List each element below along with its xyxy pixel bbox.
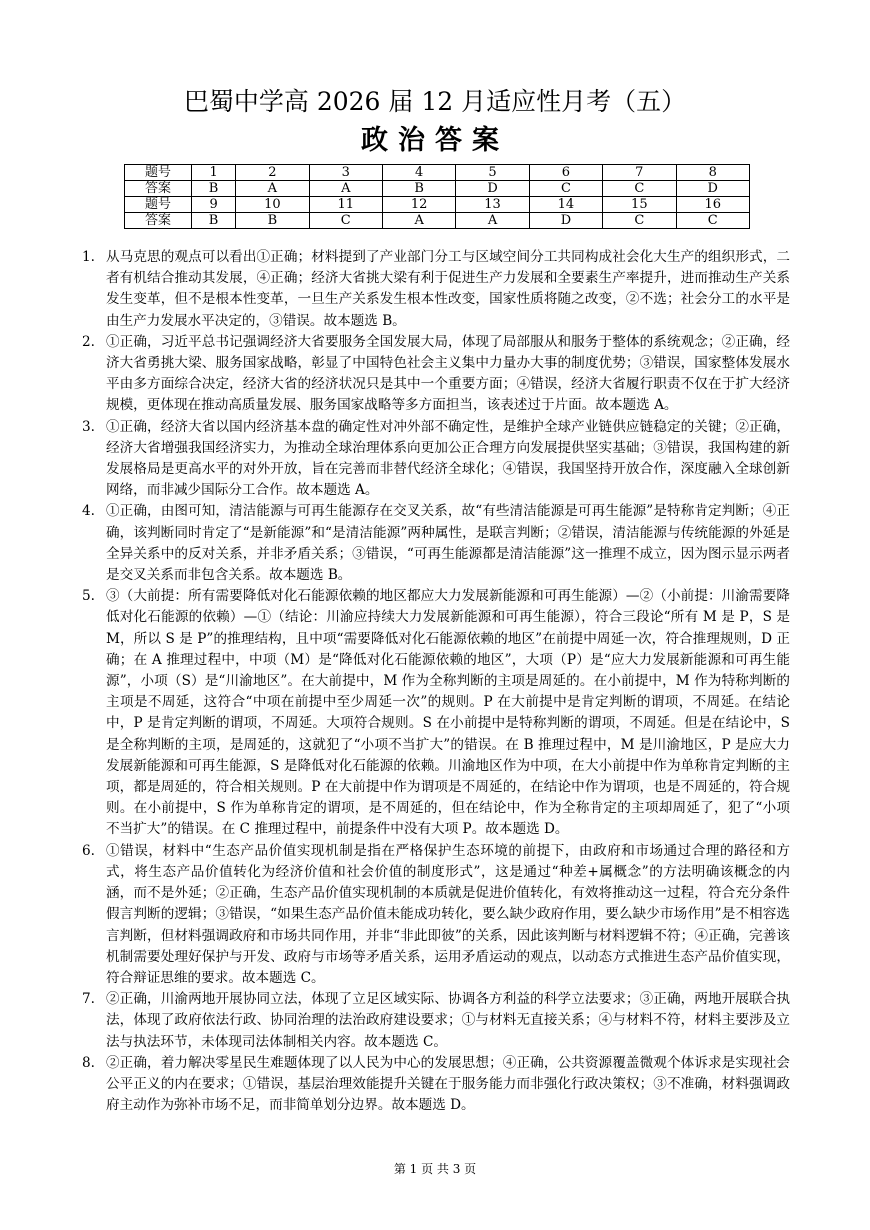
explanation-item: [82, 501, 790, 586]
table-cell: 3: [309, 165, 382, 181]
table-cell: 6: [529, 165, 602, 181]
table-cell: 11: [309, 197, 382, 213]
explanation-item: [82, 1053, 790, 1117]
explanation-item: [82, 332, 790, 417]
item-number: 1.: [82, 249, 95, 265]
table-cell: C: [603, 181, 676, 197]
table-cell: B: [192, 181, 236, 197]
table-cell: 8: [676, 165, 749, 181]
table-cell: C: [603, 213, 676, 229]
table-cell: 15: [603, 197, 676, 213]
explanation-item: [82, 247, 790, 332]
table-cell: D: [456, 181, 529, 197]
page-footer: 第 1 页 共 3 页: [393, 1162, 477, 1176]
item-number: 5.: [82, 588, 95, 605]
item-number: 4.: [82, 503, 95, 520]
table-cell: A: [309, 181, 382, 197]
item-number: 6.: [82, 842, 95, 859]
item-number: 3.: [82, 418, 95, 435]
row-label: 答案: [125, 181, 192, 197]
row-label: 题号: [125, 165, 192, 181]
page-subtitle: 政治答案: [361, 125, 509, 156]
explanation-item: [82, 841, 790, 989]
table-cell: 4: [382, 165, 455, 181]
table-cell: 2: [236, 165, 309, 181]
page-title: 巴蜀中学高 2026 届 12 月适应性月考（五）: [183, 87, 687, 116]
table-cell: A: [236, 181, 309, 197]
table-row: [125, 213, 750, 229]
item-text: 从马克思的观点可以看出①正确；材料提到了产业部门分工与区域空间分工共同构成社会化大生产的组织形式，二者有机结合推动其发展，④正确；经济大省挑大梁有利于促进生产力发展和全要素生产率提升，进而推动生产关系发生变革，但不是根本性变革，一旦生产关系发生根本性改变，国家性质将随之改变，②不选；社会分工的水平是由生产力发展水平决定的，③错误。故本题选 B。: [106, 249, 790, 329]
table-cell: D: [529, 213, 602, 229]
item-number: 2.: [82, 333, 95, 350]
item-text: ②正确，川渝两地开展协同立法，体现了立足区域实际、协调各方利益的科学立法要求；③正确，两地开展联合执法，体现了政府依法行政、协同治理的法治政府建设要求；①与材料无直接关系；④与材料不符，材料主要涉及立法与执法环节，未体现司法体制相关内容。故本题选 C。: [106, 991, 790, 1050]
table-cell: 14: [529, 197, 602, 213]
table-row: [125, 181, 750, 197]
table-cell: C: [676, 213, 749, 229]
item-text: ②正确，着力解决零星民生难题体现了以人民为中心的发展思想；④正确，公共资源覆盖微观个体诉求是实现社会公平正义的内在要求；①错误，基层治理效能提升关键在于服务能力而非强化行政决策权；③不准确，材料强调政府主动作为弥补市场不足，而非简单划分边界。故本题选 D。: [106, 1054, 790, 1114]
table-cell: 5: [456, 165, 529, 181]
table-cell: B: [236, 213, 309, 229]
item-text: ①正确，习近平总书记强调经济大省要服务全国发展大局，体现了局部服从和服务于整体的系统观念；②正确，经济大省勇挑大梁、服务国家战略，彰显了中国特色社会主义集中力量办大事的制度优势；③错误，国家整体发展水平由多方面综合决定，经济大省的经济状况只是其中一个重要方面；④错误，经济大省履行职责不仅在于扩大经济规模，更体现在推动高质量发展、服务国家战略等多方面担当，该表述过于片面。故本题选 A。: [106, 333, 790, 414]
row-label: 题号: [125, 197, 192, 213]
table-cell: A: [382, 213, 455, 229]
explanation-item: [82, 586, 790, 840]
table-cell: 12: [382, 197, 455, 213]
table-row: [125, 165, 750, 181]
table-cell: 16: [676, 197, 749, 213]
table-cell: C: [529, 181, 602, 197]
item-text: ①错误，材料中“生态产品价值实现机制是指在严格保护生态环境的前提下，由政府和市场通过合理的路径和方式，将生态产品价值转化为经济价值和社会价值的制度形式”，这是通过“种差+属概念”的方法明确该概念的内涵，而不是外延；②正确，生态产品价值实现机制的本质就是促进价值转化，有效将推动这一过程，符合充分条件假言判断的逻辑；③错误，“如果生态产品价值未能成功转化，要么缺少政府作用，要么缺少市场作用”是不相容选言判断，但材料强调政府和市场共同作用，并非“非此即彼”的关系，因此该判断与材料逻辑不符；④正确，完善该机制需要处理好保护与开发、政府与市场等矛盾关系，运用矛盾运动的观点，以动态方式推进生态产品价值实现，符合辩证思维的要求。故本题选 C。: [106, 842, 790, 986]
answer-table: [124, 164, 750, 229]
explanation-item: [82, 989, 790, 1053]
table-cell: D: [676, 181, 749, 197]
item-text: ③（大前提：所有需要降低对化石能源依赖的地区都应大力发展新能源和可再生能源）—②（小前提：川渝需要降低对化石能源的依赖）—①（结论：川渝应持续大力发展新能源和可再生能源），符合三段论“所有 M 是 P，S 是 M，所以 S 是 P”的推理结构，且中项“需要降低对化石能源依赖的地区”在前提中周延一次，符合推理规则，D 正确；在 A 推理过程中，中项（M）是“降低对化石能源依赖的地区”，大项（P）是“应大力发展新能源和可再生能源”，小项（S）是“川渝地区”。在大前提中，M 作为全称判断的主项是周延的。在小前提中，M 作为特称判断的主项是不周延，这符合“中项在前提中至少周延一次”的规则。P 在大前提中是肯定判断的谓项，不周延。在结论中，P 是肯定判断的谓项，不周延。大项符合规则。S 在小前提中是特称判断的谓项，不周延。但是在结论中，S 是全称判断的主项，是周延的，这就犯了“小项不当扩大”的错误。在 B 推理过程中，M 是川渝地区，P 是应大力发展新能源和可再生能源，S 是降低对化石能源的依赖。川渝地区作为中项，在大小前提中作为单称肯定判断的主项，都是周延的，符合相关规则。P 在大前提中作为谓项是不周延的，在结论中作为谓项，也是不周延的，符合规则。在小前提中，S 作为单称肯定的谓项，是不周延的，但在结论中，作为全称肯定的主项却周延了，犯了“小项不当扩大”的错误。在 C 推理过程中，前提条件中没有大项 P。故本题选 D。: [106, 588, 790, 838]
row-label: 答案: [125, 213, 192, 229]
explanation-list: [82, 247, 790, 1116]
item-number: 8.: [82, 1054, 95, 1071]
table-cell: C: [309, 213, 382, 229]
table-cell: A: [456, 213, 529, 229]
item-number: 7.: [82, 991, 95, 1008]
table-cell: B: [192, 213, 236, 229]
item-text: ①正确，由图可知，清洁能源与可再生能源存在交叉关系，故“有些清洁能源是可再生能源”是特称肯定判断；④正确，该判断同时肯定了“是新能源”和“是清洁能源”两种属性，是联言判断；②错误，清洁能源与传统能源的外延是全异关系中的反对关系，并非矛盾关系；③错误，“可再生能源都是清洁能源”这一推理不成立，因为图示显示两者是交叉关系而非包含关系。故本题选 B。: [106, 503, 790, 584]
table-cell: 9: [192, 197, 236, 213]
table-cell: B: [382, 181, 455, 197]
item-text: ①正确，经济大省以国内经济基本盘的确定性对冲外部不确定性，是维护全球产业链供应链稳定的关键；②正确，经济大省增强我国经济实力，为推动全球治理体系向更加公正合理方向发展提供坚实基础；③错误，我国构建的新发展格局是更高水平的对外开放，旨在完善而非替代经济全球化；④错误，我国坚持开放合作，深度融入全球创新网络，而非减少国际分工合作。故本题选 A。: [106, 418, 790, 499]
table-cell: 1: [192, 165, 236, 181]
table-cell: 7: [603, 165, 676, 181]
table-cell: 10: [236, 197, 309, 213]
table-cell: 13: [456, 197, 529, 213]
table-row: [125, 197, 750, 213]
explanation-item: [82, 417, 790, 502]
